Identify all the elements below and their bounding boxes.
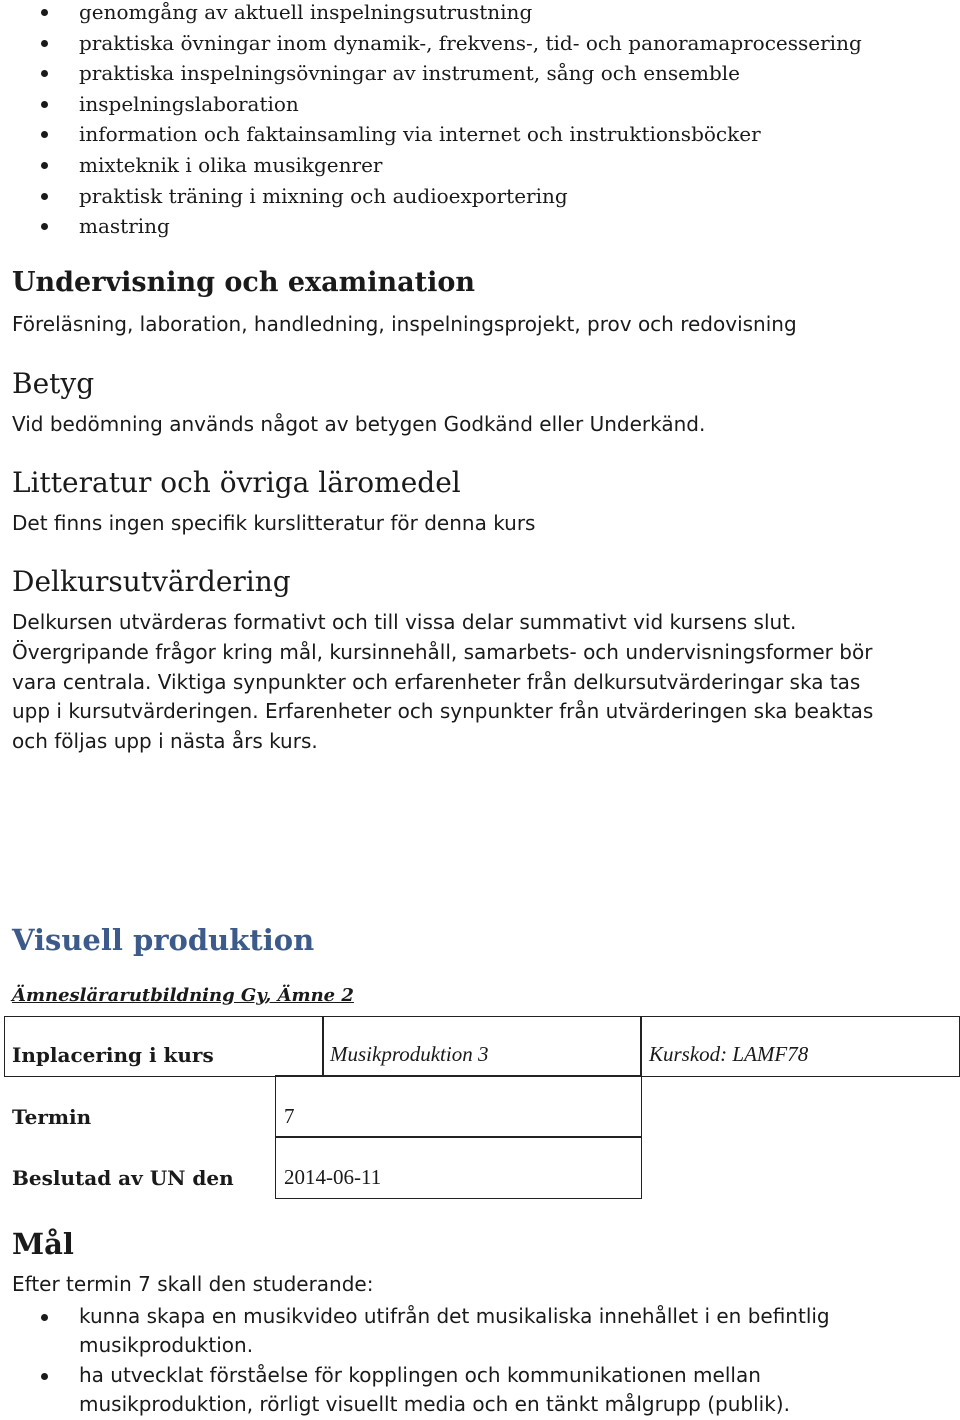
bullet-icon bbox=[41, 40, 48, 47]
delkursutvardering-line: och följas upp i nästa års kurs. bbox=[12, 729, 318, 753]
list-item-text: mixteknik i olika musikgenrer bbox=[79, 152, 383, 177]
betyg-text: Vid bedömning används något av betygen Godkänd eller Underkänd. bbox=[12, 412, 706, 436]
bullet-icon bbox=[41, 131, 48, 138]
list-item-text: ha utvecklat förståelse för kopplingen och kommunikationen mellan musikproduktion, rörligt visuellt media och en tänkt målgrupp (publik). bbox=[79, 1363, 790, 1416]
bullet-icon bbox=[41, 162, 48, 169]
list-item bbox=[0, 181, 862, 212]
list-item bbox=[0, 119, 862, 150]
undervisning-heading: Undervisning och examination bbox=[12, 267, 475, 298]
delkursutvardering-heading: Delkursutvärdering bbox=[12, 565, 291, 598]
decided-value: 2014-06-11 bbox=[284, 1165, 382, 1189]
delkursutvardering-line: upp i kursutvärderingen. Erfarenheter och synpunkter från utvärderingen ska beaktas bbox=[12, 699, 874, 723]
bullet-icon bbox=[41, 9, 48, 16]
list-item bbox=[0, 89, 862, 120]
list-item-text: genomgång av aktuell inspelningsutrustning bbox=[79, 0, 533, 24]
delkursutvardering-line: Övergripande frågor kring mål, kursinnehåll, samarbets- och undervisningsformer bör bbox=[12, 640, 873, 664]
list-item bbox=[0, 58, 862, 89]
list-item bbox=[0, 0, 862, 28]
bullet-icon bbox=[41, 1373, 48, 1380]
list-item bbox=[0, 211, 862, 242]
delkursutvardering-line: vara centrala. Viktiga synpunkter och erfarenheter från delkursutvärderingar ska tas bbox=[12, 670, 861, 694]
list-item bbox=[0, 1361, 899, 1419]
bullet-icon bbox=[41, 193, 48, 200]
litteratur-text: Det finns ingen specifik kurslitteratur för denna kurs bbox=[12, 511, 536, 535]
bullet-icon bbox=[41, 1314, 48, 1321]
bullet-icon bbox=[41, 223, 48, 230]
decided-label: Beslutad av UN den bbox=[12, 1166, 234, 1190]
litteratur-heading: Litteratur och övriga läromedel bbox=[12, 466, 461, 499]
course-code: Kurskod: LAMF78 bbox=[649, 1042, 809, 1066]
placement-label: Inplacering i kurs bbox=[12, 1043, 214, 1067]
betyg-heading: Betyg bbox=[12, 367, 95, 400]
undervisning-text: Föreläsning, laboration, handledning, inspelningsprojekt, prov och redovisning bbox=[12, 312, 797, 336]
placement-value: Musikproduktion 3 bbox=[330, 1042, 489, 1066]
list-item-text: inspelningslaboration bbox=[79, 91, 299, 116]
bullet-icon bbox=[41, 70, 48, 77]
list-item bbox=[0, 28, 862, 59]
goals-bullet-list bbox=[0, 1302, 899, 1420]
term-label: Termin bbox=[12, 1105, 92, 1129]
list-item-text: mastring bbox=[79, 214, 170, 239]
mal-intro: Efter termin 7 skall den studerande: bbox=[12, 1272, 374, 1296]
mal-heading: Mål bbox=[12, 1227, 74, 1261]
delkursutvardering-line: Delkursen utvärderas formativt och till vissa delar summativt vid kursens slut. bbox=[12, 610, 797, 634]
list-item-text: praktisk träning i mixning och audioexportering bbox=[79, 183, 568, 208]
bullet-icon bbox=[41, 101, 48, 108]
table-cell bbox=[275, 1075, 642, 1138]
list-item bbox=[0, 150, 862, 181]
content-bullet-list bbox=[0, 0, 862, 242]
list-item-text: kunna skapa en musikvideo utifrån det musikaliska innehållet i en befintlig musikproduktion. bbox=[79, 1304, 830, 1357]
course-title: Visuell produktion bbox=[12, 923, 315, 957]
list-item bbox=[0, 1302, 899, 1360]
course-subtitle: Ämneslärarutbildning Gy, Ämne 2 bbox=[12, 985, 354, 1006]
term-value: 7 bbox=[284, 1104, 295, 1128]
list-item-text: information och faktainsamling via internet och instruktionsböcker bbox=[79, 122, 761, 147]
list-item-text: praktiska inspelningsövningar av instrument, sång och ensemble bbox=[79, 61, 741, 86]
list-item-text: praktiska övningar inom dynamik-, frekvens-, tid- och panoramaprocessering bbox=[79, 30, 862, 55]
